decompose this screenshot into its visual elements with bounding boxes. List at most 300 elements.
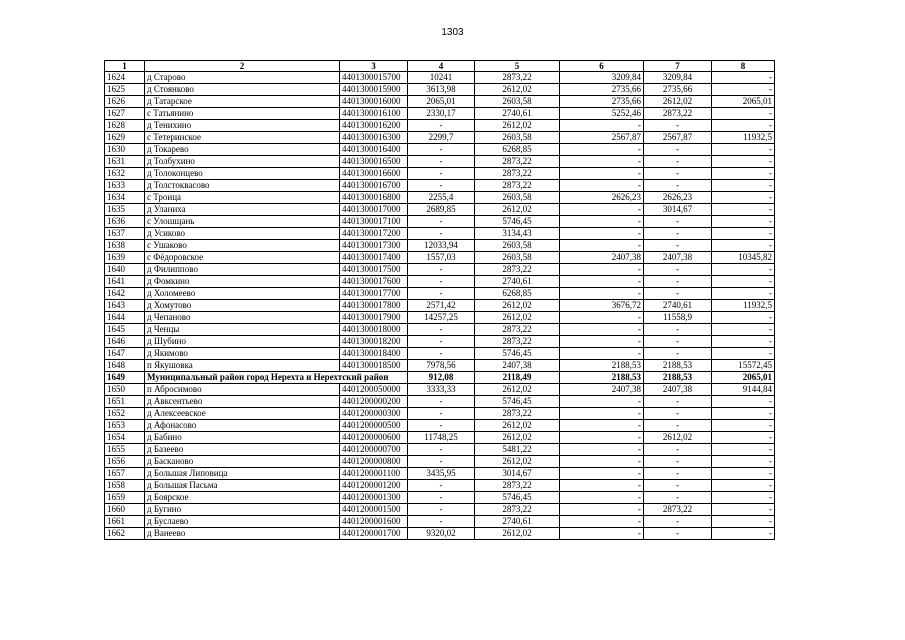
value-col-6: 3209,84 xyxy=(560,72,644,84)
value-col-6: - xyxy=(560,492,644,504)
value-col-6: - xyxy=(560,504,644,516)
table-row xyxy=(105,156,775,168)
table-row xyxy=(105,432,775,444)
value-col-7: 2612,02 xyxy=(644,432,712,444)
value-col-4: - xyxy=(408,492,475,504)
value-col-7: - xyxy=(644,492,712,504)
value-col-7: 2873,22 xyxy=(644,504,712,516)
row-number: 1650 xyxy=(105,384,145,396)
row-number: 1632 xyxy=(105,168,145,180)
table-row xyxy=(105,240,775,252)
table-row xyxy=(105,408,775,420)
value-col-7: 2873,22 xyxy=(644,108,712,120)
value-col-5: 2603,58 xyxy=(475,132,560,144)
value-col-5: 2118,49 xyxy=(475,372,560,384)
settlement-name: д Базеево xyxy=(145,444,340,456)
value-col-4: - xyxy=(408,216,475,228)
value-col-6: - xyxy=(560,156,644,168)
settlement-code: 4401300018000 xyxy=(340,324,408,336)
value-col-7: - xyxy=(644,444,712,456)
value-col-8: - xyxy=(712,120,775,132)
value-col-5: 2873,22 xyxy=(475,408,560,420)
row-number: 1658 xyxy=(105,480,145,492)
value-col-7: - xyxy=(644,396,712,408)
table-row xyxy=(105,492,775,504)
value-col-8: - xyxy=(712,396,775,408)
value-col-4: - xyxy=(408,144,475,156)
value-col-7: - xyxy=(644,480,712,492)
settlement-name: д Ванеево xyxy=(145,528,340,540)
value-col-7: - xyxy=(644,240,712,252)
settlement-code: 4401200001100 xyxy=(340,468,408,480)
value-col-8: - xyxy=(712,288,775,300)
value-col-8: - xyxy=(712,84,775,96)
value-col-8: - xyxy=(712,420,775,432)
value-col-6: - xyxy=(560,528,644,540)
settlement-code: 4401300016500 xyxy=(340,156,408,168)
value-col-8: 10345,82 xyxy=(712,252,775,264)
row-number: 1651 xyxy=(105,396,145,408)
value-col-4: 12033,94 xyxy=(408,240,475,252)
value-col-4: 2689,85 xyxy=(408,204,475,216)
value-col-7: - xyxy=(644,528,712,540)
settlement-name: д Басканово xyxy=(145,456,340,468)
settlement-name: д Якимово xyxy=(145,348,340,360)
value-col-6: - xyxy=(560,516,644,528)
settlement-name: д Токарево xyxy=(145,144,340,156)
table-row xyxy=(105,72,775,84)
table-row xyxy=(105,384,775,396)
value-col-4: - xyxy=(408,444,475,456)
value-col-4: - xyxy=(408,336,475,348)
value-col-8: - xyxy=(712,528,775,540)
table-row xyxy=(105,252,775,264)
value-col-7: - xyxy=(644,144,712,156)
value-col-6: - xyxy=(560,408,644,420)
value-col-5: 2612,02 xyxy=(475,312,560,324)
table-header xyxy=(105,61,775,72)
value-col-4: - xyxy=(408,288,475,300)
row-number: 1653 xyxy=(105,420,145,432)
table-row xyxy=(105,108,775,120)
value-col-8: 9144,84 xyxy=(712,384,775,396)
value-col-7: 2188,53 xyxy=(644,360,712,372)
row-number: 1656 xyxy=(105,456,145,468)
value-col-4: - xyxy=(408,456,475,468)
value-col-8: - xyxy=(712,408,775,420)
value-col-6: 3676,72 xyxy=(560,300,644,312)
value-col-8: 11932,5 xyxy=(712,300,775,312)
value-col-7: 2626,23 xyxy=(644,192,712,204)
value-col-5: 2873,22 xyxy=(475,156,560,168)
row-number: 1654 xyxy=(105,432,145,444)
table-row xyxy=(105,192,775,204)
value-col-5: 2612,02 xyxy=(475,204,560,216)
settlement-name: д Филипповo xyxy=(145,264,340,276)
value-col-8: 2065,01 xyxy=(712,372,775,384)
row-number: 1624 xyxy=(105,72,145,84)
value-col-6: - xyxy=(560,444,644,456)
table-row xyxy=(105,204,775,216)
row-number: 1634 xyxy=(105,192,145,204)
settlement-code: 4401300017600 xyxy=(340,276,408,288)
value-col-6: - xyxy=(560,480,644,492)
settlement-code: 4401300015700 xyxy=(340,72,408,84)
value-col-7: 11558,9 xyxy=(644,312,712,324)
data-table xyxy=(104,60,775,540)
settlement-code: 4401300018400 xyxy=(340,348,408,360)
row-number: 1638 xyxy=(105,240,145,252)
settlement-code: 4401300015900 xyxy=(340,84,408,96)
settlement-code: 4401200000500 xyxy=(340,420,408,432)
table-row xyxy=(105,348,775,360)
value-col-6: - xyxy=(560,228,644,240)
settlement-name: д Холомеево xyxy=(145,288,340,300)
value-col-8: - xyxy=(712,492,775,504)
settlement-code: 4401300017900 xyxy=(340,312,408,324)
value-col-7: - xyxy=(644,120,712,132)
value-col-6: 2567,87 xyxy=(560,132,644,144)
value-col-5: 2612,02 xyxy=(475,120,560,132)
value-col-7: 2735,66 xyxy=(644,84,712,96)
row-number: 1629 xyxy=(105,132,145,144)
settlement-code: 4401300017000 xyxy=(340,204,408,216)
settlement-code: 4401200000700 xyxy=(340,444,408,456)
value-col-4: 2255,4 xyxy=(408,192,475,204)
table-row xyxy=(105,168,775,180)
value-col-4: - xyxy=(408,324,475,336)
value-col-7: 2740,61 xyxy=(644,300,712,312)
column-header-2: 2 xyxy=(145,61,340,72)
value-col-7: - xyxy=(644,288,712,300)
value-col-8: - xyxy=(712,516,775,528)
settlement-name: д Хомутово xyxy=(145,300,340,312)
column-header-6: 6 xyxy=(560,61,644,72)
row-number: 1627 xyxy=(105,108,145,120)
table-row xyxy=(105,444,775,456)
row-number: 1625 xyxy=(105,84,145,96)
table-row xyxy=(105,216,775,228)
value-col-5: 2740,61 xyxy=(475,108,560,120)
value-col-5: 3134,43 xyxy=(475,228,560,240)
row-number: 1660 xyxy=(105,504,145,516)
table-row xyxy=(105,180,775,192)
settlement-name: с Тетеринское xyxy=(145,132,340,144)
value-col-8: 11932,5 xyxy=(712,132,775,144)
value-col-4: 912,08 xyxy=(408,372,475,384)
value-col-4: - xyxy=(408,228,475,240)
value-col-5: 2603,58 xyxy=(475,96,560,108)
value-col-5: 2873,22 xyxy=(475,180,560,192)
value-col-8: - xyxy=(712,324,775,336)
settlement-name: д Усиково xyxy=(145,228,340,240)
value-col-4: - xyxy=(408,348,475,360)
table-row xyxy=(105,288,775,300)
value-col-5: 5746,45 xyxy=(475,348,560,360)
settlement-code: 4401300016800 xyxy=(340,192,408,204)
row-number: 1630 xyxy=(105,144,145,156)
value-col-6: - xyxy=(560,240,644,252)
value-col-6: - xyxy=(560,180,644,192)
value-col-5: 2873,22 xyxy=(475,264,560,276)
value-col-4: 9320,02 xyxy=(408,528,475,540)
value-col-8: - xyxy=(712,432,775,444)
table-row xyxy=(105,312,775,324)
settlement-name: с Татьянино xyxy=(145,108,340,120)
settlement-name: с Улошщань xyxy=(145,216,340,228)
settlement-name: с Фёдоровское xyxy=(145,252,340,264)
value-col-6: - xyxy=(560,204,644,216)
value-col-5: 2612,02 xyxy=(475,300,560,312)
value-col-6: - xyxy=(560,348,644,360)
settlement-code: 4401200001700 xyxy=(340,528,408,540)
row-number: 1657 xyxy=(105,468,145,480)
settlement-code: 4401300016000 xyxy=(340,96,408,108)
row-number: 1633 xyxy=(105,180,145,192)
value-col-6: - xyxy=(560,216,644,228)
row-number: 1637 xyxy=(105,228,145,240)
value-col-5: 2740,61 xyxy=(475,516,560,528)
value-col-6: 2188,53 xyxy=(560,372,644,384)
column-header-3: 3 xyxy=(340,61,408,72)
value-col-4: - xyxy=(408,408,475,420)
page-number: 1303 xyxy=(441,27,464,38)
row-number: 1662 xyxy=(105,528,145,540)
value-col-6: - xyxy=(560,468,644,480)
table-row xyxy=(105,264,775,276)
value-col-4: - xyxy=(408,168,475,180)
row-number: 1652 xyxy=(105,408,145,420)
value-col-5: 2612,02 xyxy=(475,420,560,432)
settlement-name: д Фомкино xyxy=(145,276,340,288)
settlement-code: 4401200000800 xyxy=(340,456,408,468)
value-col-7: 2407,38 xyxy=(644,384,712,396)
value-col-7: - xyxy=(644,228,712,240)
value-col-8: - xyxy=(712,276,775,288)
header-row xyxy=(105,61,775,72)
settlement-name: д Шубино xyxy=(145,336,340,348)
value-col-6: 2407,38 xyxy=(560,252,644,264)
settlement-code: 4401200050000 xyxy=(340,384,408,396)
value-col-5: 5481,22 xyxy=(475,444,560,456)
settlement-name: д Уланиха xyxy=(145,204,340,216)
value-col-8: - xyxy=(712,480,775,492)
value-col-7: - xyxy=(644,408,712,420)
settlement-name: д Бугино xyxy=(145,504,340,516)
value-col-4: 2330,17 xyxy=(408,108,475,120)
row-number: 1640 xyxy=(105,264,145,276)
table-row xyxy=(105,468,775,480)
settlement-name: д Тенихино xyxy=(145,120,340,132)
settlement-name: д Боярское xyxy=(145,492,340,504)
value-col-4: - xyxy=(408,396,475,408)
value-col-8: - xyxy=(712,216,775,228)
value-col-7: - xyxy=(644,516,712,528)
settlement-name: д Старово xyxy=(145,72,340,84)
settlement-name: с Троица xyxy=(145,192,340,204)
settlement-code: 4401300016400 xyxy=(340,144,408,156)
settlement-code: 4401300016300 xyxy=(340,132,408,144)
table-row xyxy=(105,528,775,540)
value-col-5: 2873,22 xyxy=(475,504,560,516)
settlement-name: п Якушовка xyxy=(145,360,340,372)
value-col-7: - xyxy=(644,156,712,168)
value-col-7: - xyxy=(644,456,712,468)
settlement-name: д Ченцы xyxy=(145,324,340,336)
row-number: 1628 xyxy=(105,120,145,132)
value-col-4: - xyxy=(408,276,475,288)
value-col-7: - xyxy=(644,420,712,432)
value-col-4: 11748,25 xyxy=(408,432,475,444)
value-col-8: - xyxy=(712,192,775,204)
settlement-code: 4401300017500 xyxy=(340,264,408,276)
value-col-7: - xyxy=(644,468,712,480)
value-col-6: - xyxy=(560,288,644,300)
row-number: 1644 xyxy=(105,312,145,324)
table-row xyxy=(105,96,775,108)
value-col-4: - xyxy=(408,504,475,516)
value-col-6: - xyxy=(560,456,644,468)
value-col-4: 1557,03 xyxy=(408,252,475,264)
column-header-5: 5 xyxy=(475,61,560,72)
value-col-6: - xyxy=(560,420,644,432)
row-number: 1641 xyxy=(105,276,145,288)
value-col-8: - xyxy=(712,108,775,120)
value-col-4: 7978,56 xyxy=(408,360,475,372)
value-col-8: - xyxy=(712,180,775,192)
table-row xyxy=(105,324,775,336)
value-col-5: 2603,58 xyxy=(475,240,560,252)
value-col-7: - xyxy=(644,324,712,336)
settlement-name: д Толоконцево xyxy=(145,168,340,180)
column-header-7: 7 xyxy=(644,61,712,72)
value-col-8: - xyxy=(712,204,775,216)
value-col-7: - xyxy=(644,276,712,288)
value-col-5: 2873,22 xyxy=(475,72,560,84)
settlement-code: 4401200000300 xyxy=(340,408,408,420)
value-col-6: 2735,66 xyxy=(560,96,644,108)
value-col-5: 2612,02 xyxy=(475,84,560,96)
value-col-5: 2612,02 xyxy=(475,528,560,540)
table-row-total xyxy=(105,372,775,384)
settlement-code: 4401200000600 xyxy=(340,432,408,444)
settlement-name: д Бабино xyxy=(145,432,340,444)
value-col-4: - xyxy=(408,120,475,132)
value-col-6: - xyxy=(560,432,644,444)
value-col-5: 2873,22 xyxy=(475,480,560,492)
value-col-8: - xyxy=(712,156,775,168)
settlement-name: д Чепаново xyxy=(145,312,340,324)
value-col-6: - xyxy=(560,336,644,348)
value-col-5: 2603,58 xyxy=(475,252,560,264)
settlement-code: 4401300017200 xyxy=(340,228,408,240)
value-col-8: - xyxy=(712,144,775,156)
settlement-name: д Афонасово xyxy=(145,420,340,432)
settlement-code: 4401200001600 xyxy=(340,516,408,528)
value-col-7: - xyxy=(644,264,712,276)
value-col-6: - xyxy=(560,324,644,336)
settlement-code: 4401200000200 xyxy=(340,396,408,408)
settlement-name: д Алексеевское xyxy=(145,408,340,420)
row-number: 1636 xyxy=(105,216,145,228)
value-col-4: - xyxy=(408,420,475,432)
value-col-7: 2188,53 xyxy=(644,372,712,384)
table-row xyxy=(105,276,775,288)
value-col-6: - xyxy=(560,144,644,156)
settlement-name: д Авксентьево xyxy=(145,396,340,408)
value-col-4: - xyxy=(408,156,475,168)
row-number: 1661 xyxy=(105,516,145,528)
table-row xyxy=(105,504,775,516)
value-col-6: - xyxy=(560,396,644,408)
table-row xyxy=(105,456,775,468)
row-number: 1659 xyxy=(105,492,145,504)
value-col-6: 2626,23 xyxy=(560,192,644,204)
value-col-7: 2567,87 xyxy=(644,132,712,144)
row-number: 1635 xyxy=(105,204,145,216)
value-col-6: 2188,53 xyxy=(560,360,644,372)
settlement-code: 4401300018200 xyxy=(340,336,408,348)
value-col-5: 2612,02 xyxy=(475,384,560,396)
value-col-6: - xyxy=(560,120,644,132)
settlement-code: 4401300017800 xyxy=(340,300,408,312)
value-col-6: 2735,66 xyxy=(560,84,644,96)
settlement-code: 4401200001500 xyxy=(340,504,408,516)
row-number: 1655 xyxy=(105,444,145,456)
settlement-name: п Абросимово xyxy=(145,384,340,396)
value-col-7: 3209,84 xyxy=(644,72,712,84)
value-col-5: 2873,22 xyxy=(475,324,560,336)
value-col-6: - xyxy=(560,312,644,324)
value-col-4: 3435,95 xyxy=(408,468,475,480)
value-col-7: - xyxy=(644,336,712,348)
column-header-4: 4 xyxy=(408,61,475,72)
table-row xyxy=(105,360,775,372)
value-col-8: 15572,45 xyxy=(712,360,775,372)
row-number: 1642 xyxy=(105,288,145,300)
table-body xyxy=(105,72,775,540)
settlement-name: д Толстоквасово xyxy=(145,180,340,192)
row-number: 1649 xyxy=(105,372,145,384)
value-col-4: 2299,7 xyxy=(408,132,475,144)
value-col-7: - xyxy=(644,168,712,180)
value-col-6: 2407,38 xyxy=(560,384,644,396)
value-col-5: 2873,22 xyxy=(475,336,560,348)
table-row xyxy=(105,480,775,492)
row-number: 1646 xyxy=(105,336,145,348)
value-col-5: 2407,38 xyxy=(475,360,560,372)
value-col-5: 2873,22 xyxy=(475,168,560,180)
settlement-code: 4401300016100 xyxy=(340,108,408,120)
column-header-8: 8 xyxy=(712,61,775,72)
row-number: 1647 xyxy=(105,348,145,360)
row-number: 1639 xyxy=(105,252,145,264)
value-col-4: 14257,25 xyxy=(408,312,475,324)
row-number: 1626 xyxy=(105,96,145,108)
value-col-4: - xyxy=(408,516,475,528)
table-row xyxy=(105,84,775,96)
settlement-name: д Большая Липовица xyxy=(145,468,340,480)
value-col-4: - xyxy=(408,180,475,192)
value-col-8: - xyxy=(712,504,775,516)
value-col-7: - xyxy=(644,348,712,360)
settlement-code: 4401300016600 xyxy=(340,168,408,180)
value-col-5: 6268,85 xyxy=(475,144,560,156)
value-col-5: 2603,58 xyxy=(475,192,560,204)
settlement-code: 4401300017400 xyxy=(340,252,408,264)
row-number: 1645 xyxy=(105,324,145,336)
value-col-6: - xyxy=(560,264,644,276)
